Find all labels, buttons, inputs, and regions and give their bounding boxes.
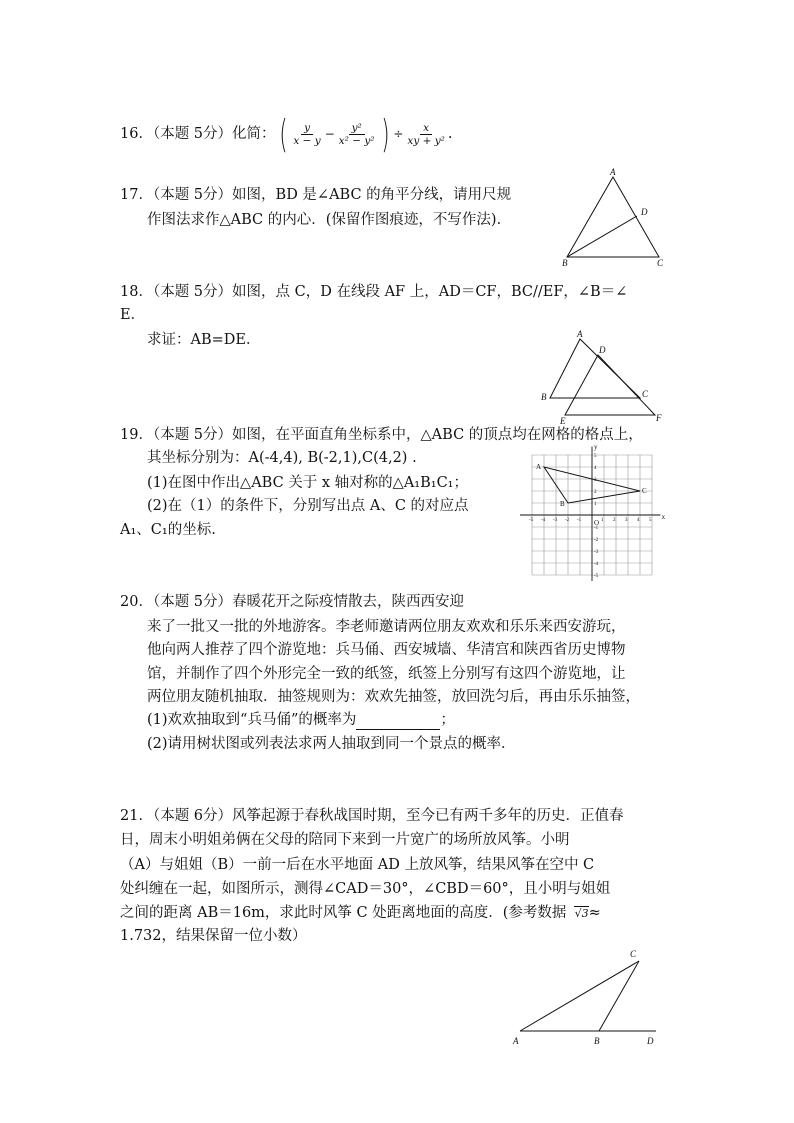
q17-line1: 17．（本题 5分）如图，BD 是∠ABC 的角平分线，请用尺规 xyxy=(120,187,512,203)
q21-kite-figure xyxy=(508,945,663,1050)
q20-line6-tail: ； xyxy=(440,712,455,728)
y-tick-label: -4 xyxy=(594,562,599,567)
left-paren: ( xyxy=(278,112,288,156)
question-16 xyxy=(120,112,453,156)
fraction-2 xyxy=(336,122,378,147)
fraction-3-den: xy + y² xyxy=(407,134,445,147)
q20-line6 xyxy=(147,710,455,730)
point-label-C: C xyxy=(642,487,647,495)
minus-sign: − xyxy=(324,127,335,141)
q21-line2: 日，周末小明姐弟俩在父母的陪同下来到一片宽广的场所放风筝。小明 xyxy=(120,832,570,848)
q21-label-D: D xyxy=(647,1036,654,1046)
q18-label-F: F xyxy=(656,413,662,423)
q18-line2: E． xyxy=(120,307,146,323)
x-tick-label: 1 xyxy=(601,518,604,523)
y-tick-label: -3 xyxy=(594,550,599,555)
q21-line4: 处纠缠在一起，如图所示，测得∠CAD＝30°，∠CBD＝60°，且小明与姐姐 xyxy=(120,881,611,897)
point-label-B: B xyxy=(560,500,565,508)
q16-prefix: 16．（本题 5分）化简： xyxy=(120,126,276,142)
q19-line5: A₁、C₁的坐标. xyxy=(120,522,216,538)
x-tick-label: 2 xyxy=(613,518,616,523)
x-tick-label: -5 xyxy=(529,518,534,523)
fraction-2-den: x² − y² xyxy=(338,134,375,147)
q21-line6: 1.732，结果保留一位小数） xyxy=(120,928,307,944)
q21-label-B: B xyxy=(594,1036,600,1046)
q19-line2: 其坐标分别为：A(-4,4), B(-2,1),C(4,2) . xyxy=(147,450,417,466)
q16-tail: . xyxy=(447,126,453,142)
sqrt-3: √3 xyxy=(574,907,589,920)
origin-label: O xyxy=(594,519,600,527)
q21-label-C: C xyxy=(630,949,637,959)
x-tick-label: -4 xyxy=(541,518,546,523)
q18-label-E: E xyxy=(560,416,566,426)
q19-coordinate-grid xyxy=(518,443,666,590)
y-tick-label: 3 xyxy=(594,478,597,483)
q20-line6-text: (1)欢欢抽取到“兵马俑”的概率为 xyxy=(147,712,357,728)
answer-blank[interactable] xyxy=(356,715,440,730)
q17-label-A: A xyxy=(610,167,616,177)
q21-line1: 21．（本题 6分）风筝起源于春秋战国时期，至今已有两千多年的历史．正值春 xyxy=(120,808,624,824)
q17-label-B: B xyxy=(562,258,568,268)
q18-line3: 求证：AB=DE． xyxy=(147,332,261,348)
q19-line1: 19．（本题 5分）如图，在平面直角坐标系中，△ABC 的顶点均在网格的格点上， xyxy=(120,427,643,443)
q17-triangle-figure xyxy=(555,165,675,270)
q19-line3: (1)在图中作出△ABC 关于 x 轴对称的△A₁B₁C₁； xyxy=(147,475,468,491)
q20-line3: 他向两人推荐了四个游览地：兵马俑、西安城墙、华清宫和陕西省历史博物 xyxy=(147,642,626,658)
y-tick-label: -5 xyxy=(594,574,599,579)
q20-line2: 来了一批又一批的外地游客。李老师邀请两位朋友欢欢和乐乐来西安游玩， xyxy=(147,619,626,635)
q21-line3: （A）与姐姐（B）一前一后在水平地面 AD 上放风筝，结果风筝在空中 C xyxy=(120,857,595,873)
y-tick-label: 4 xyxy=(594,466,597,471)
q18-line1: 18．（本题 5分）如图，点 C，D 在线段 AF 上，AD＝CF，BC//EF，∠B＝∠ xyxy=(120,284,628,300)
fraction-2-num: y² xyxy=(349,122,365,135)
q21-line5-text: 之间的距离 AB＝16m，求此时风筝 C 处距离地面的高度．(参考数据 xyxy=(120,905,567,921)
q21-line5 xyxy=(120,903,601,924)
point-label-A: A xyxy=(536,463,542,471)
fraction-3 xyxy=(404,122,447,147)
x-axis-label: x xyxy=(661,513,666,521)
right-paren: ) xyxy=(380,112,390,156)
q20-line1: 20．（本题 5分）春暖花开之际疫情散去，陕西西安迎 xyxy=(120,594,465,610)
y-axis-label: y xyxy=(594,443,598,451)
sqrt-radicand: 3 xyxy=(581,907,589,920)
q17-label-C: C xyxy=(657,258,664,268)
fraction-1-num: y xyxy=(301,122,313,135)
fraction-3-num: x xyxy=(420,122,432,135)
q21-label-A: A xyxy=(513,1036,519,1046)
approx-sign: ≈ xyxy=(588,905,601,921)
x-tick-label: 5 xyxy=(649,518,652,523)
q18-label-C: C xyxy=(642,389,649,399)
q18-label-B: B xyxy=(541,392,547,402)
q18-label-A: A xyxy=(577,329,583,339)
y-tick-label: 2 xyxy=(594,490,597,495)
divide-sign: ÷ xyxy=(393,127,404,141)
q20-line4: 馆，并制作了四个外形完全一致的纸签，纸签上分别写有这四个游览地，让 xyxy=(147,666,626,682)
fraction-1 xyxy=(290,122,323,147)
q19-line4: (2)在（1）的条件下，分别写出点 A、C 的对应点 xyxy=(147,498,469,514)
q18-label-D: D xyxy=(599,345,606,355)
y-tick-label: 5 xyxy=(594,454,597,459)
q17-line2: 作图法求作△ABC 的内心．(保留作图痕迹，不写作法)． xyxy=(147,212,512,228)
y-tick-label: 1 xyxy=(594,502,597,507)
x-tick-label: 3 xyxy=(625,518,628,523)
q20-line7: (2)请用树状图或列表法求两人抽取到同一个景点的概率． xyxy=(147,736,516,752)
x-tick-label: -2 xyxy=(565,518,570,523)
y-tick-label: -1 xyxy=(594,526,599,531)
x-tick-label: -3 xyxy=(553,518,558,523)
y-tick-label: -2 xyxy=(594,538,599,543)
q17-label-D: D xyxy=(641,207,648,217)
fraction-1-den: x − y xyxy=(293,134,321,147)
q18-triangles-figure xyxy=(535,325,670,425)
x-tick-label: -1 xyxy=(577,518,582,523)
x-tick-label: 4 xyxy=(637,518,640,523)
q20-line5: 两位朋友随机抽取．抽签规则为：欢欢先抽签，放回洗匀后，再由乐乐抽签， xyxy=(147,689,640,705)
